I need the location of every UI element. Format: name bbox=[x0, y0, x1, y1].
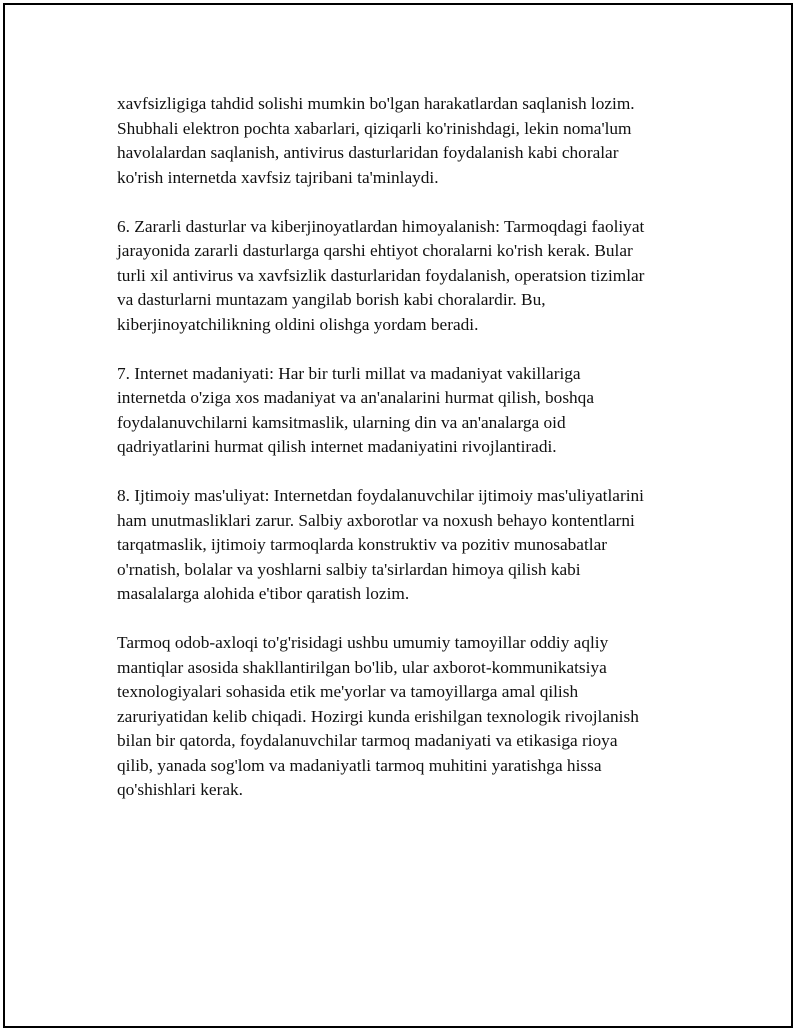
text-line: va dasturlarni muntazam yangilab borish kabi choralardir. Bu, bbox=[117, 290, 546, 309]
text-line: qilib, yanada sog'lom va madaniyatli tarmoq muhitini yaratishga hissa bbox=[117, 755, 602, 775]
text-line: turli xil antivirus va xavfsizlik dasturlaridan foydalanish, operatsion tizimlar bbox=[117, 265, 645, 285]
text-line: 8. Ijtimoiy mas'uliyat: Internetdan foydalanuvchilar ijtimoiy mas'uliyatlarini bbox=[117, 486, 644, 505]
text-line: havolalardan saqlanish, antivirus dasturlaridan foydalanish kabi choralar bbox=[117, 143, 619, 162]
text-line: 7. Internet madaniyati: Har bir turli millat va madaniyat vakillariga bbox=[117, 363, 581, 383]
paragraph-malware-protection bbox=[117, 215, 697, 338]
text-line: xavfsizligiga tahdid solishi mumkin bo'lgan harakatlardan saqlanish lozim. bbox=[117, 94, 635, 113]
text-line: masalalarga alohida e'tibor qaratish lozim. bbox=[117, 584, 410, 603]
paragraph-security-continuation bbox=[117, 92, 697, 190]
text-line: mantiqlar asosida shakllantirilgan bo'lib, ular axborot-kommunikatsiya bbox=[117, 657, 607, 677]
document-body bbox=[117, 92, 697, 827]
text-line: Shubhali elektron pochta xabarlari, qiziqarli ko'rinishdagi, lekin noma'lum bbox=[117, 118, 632, 138]
text-line: texnologiyalari sohasida etik me'yorlar va tamoyillarga amal qilish bbox=[117, 682, 579, 701]
text-line: tarqatmaslik, ijtimoiy tarmoqlarda konstruktiv va pozitiv munosabatlar bbox=[117, 535, 608, 554]
text-line: qo'shishlari kerak. bbox=[117, 780, 243, 799]
text-line: foydalanuvchilarni kamsitmaslik, ularning din va an'analarga oid bbox=[117, 412, 566, 432]
paragraph-internet-culture bbox=[117, 362, 697, 460]
text-line: bilan bir qatorda, foydalanuvchilar tarmoq madaniyati va etikasiga rioya bbox=[117, 731, 618, 750]
text-line: 6. Zararli dasturlar va kiberjinoyatlardan himoyalanish: Tarmoqdagi faoliyat bbox=[117, 216, 645, 236]
text-line: ham unutmasliklari zarur. Salbiy axborotlar va noxush behayo kontentlarni bbox=[117, 510, 635, 530]
text-line: qadriyatlarini hurmat qilish internet madaniyatini rivojlantiradi. bbox=[117, 437, 557, 456]
text-line: zaruriyatidan kelib chiqadi. Hozirgi kunda erishilgan texnologik rivojlanish bbox=[117, 706, 639, 726]
text-line: ko'rish internetda xavfsiz tajribani ta'minlaydi. bbox=[117, 167, 439, 187]
paragraph-conclusion bbox=[117, 631, 697, 803]
paragraph-social-responsibility bbox=[117, 484, 697, 607]
text-line: o'rnatish, bolalar va yoshlarni salbiy ta'sirlardan himoya qilish kabi bbox=[117, 559, 581, 579]
text-line: Tarmoq odob-axloqi to'g'risidagi ushbu umumiy tamoyillar oddiy aqliy bbox=[117, 633, 609, 652]
text-line: kiberjinoyatchilikning oldini olishga yordam beradi. bbox=[117, 314, 479, 334]
text-line: jarayonida zararli dasturlarga qarshi ehtiyot choralarni ko'rish kerak. Bular bbox=[117, 241, 633, 260]
text-line: internetda o'ziga xos madaniyat va an'analarini hurmat qilish, boshqa bbox=[117, 388, 594, 407]
